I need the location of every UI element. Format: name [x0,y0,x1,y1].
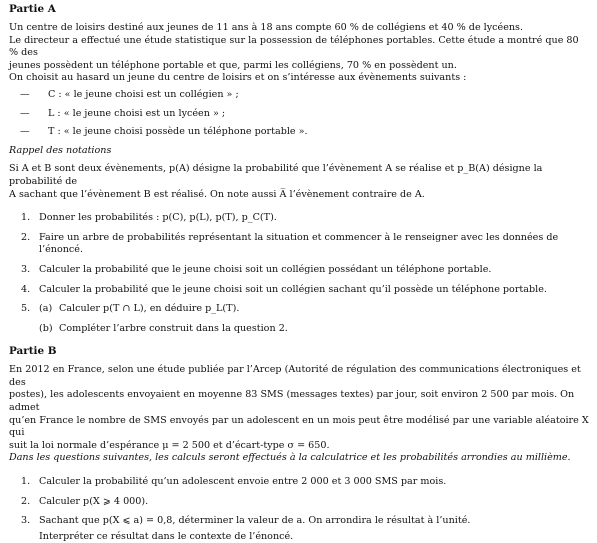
body-line: suit la loi normale d’espérance μ = 2 500 et d’écart-type σ = 650. [9,439,330,451]
question-item [21,232,589,257]
question-text: Calculer la probabilité qu’un adolescent envoie entre 2 000 et 3 000 SMS par mois. [39,476,447,488]
question-text: Sachant que p(X ⩽ a) = 0,8, déterminer la valeur de a. On arrondira le résultat à l’unité. [39,515,471,527]
question-item [21,212,589,225]
question-number: 4. [21,283,31,295]
question-number: 1. [21,476,31,488]
part-b-body [9,364,589,465]
question-text: Calculer la probabilité que le jeune choisi soit un collégien possédant un téléphone portable. [39,263,492,275]
body-line: En 2012 en France, selon une étude publiée par l’Arcep (Autorité de régulation des communications électroniques et des [9,364,581,388]
intro-line: On choisit au hasard un jeune du centre de loisirs et on s’intéresse aux évènements suivants : [9,72,467,84]
event-text: T : « le jeune choisi possède un téléphone portable ». [48,126,308,138]
question-item [21,284,589,297]
intro-line: jeunes possèdent un téléphone portable et que, parmi les collégiens, 70 % en possèdent un. [9,59,457,71]
part-b-title: Partie B [9,345,57,358]
question-item [21,496,589,509]
calculation-note: Dans les questions suivantes, les calculs seront effectués à la calculatrice et les probabilités arrondies au millième. [9,452,571,464]
notation-title: Rappel des notations [9,144,112,156]
part-a-questions [9,212,589,335]
question-number: 2. [21,495,31,507]
question-continuation: Interpréter ce résultat dans le contexte de l’énoncé. [39,530,294,542]
notation-line: A sachant que l’évènement B est réalisé. On note aussi A̅ l’évènement contraire de A. [9,188,425,200]
subquestion-text: Compléter l’arbre construit dans la question 2. [59,322,288,334]
body-line: postes), les adolescents envoyaient en moyenne 83 SMS (messages textes) par jour, soit environ 2 500 par mois. On admet [9,389,575,414]
question-number: 3. [21,263,31,275]
part-a-intro [9,22,589,85]
question-text: Calculer la probabilité que le jeune choisi soit un collégien sachant qu’il possède un téléphone portable. [39,283,547,295]
question-item [21,515,589,543]
question-number: 1. [21,212,31,224]
dash-mark: — [20,88,30,100]
dash-mark: — [20,107,30,119]
event-text: C : « le jeune choisi est un collégien » ; [48,88,239,100]
dash-mark: — [20,126,30,138]
question-item [21,476,589,489]
body-line: qu’en France le nombre de SMS envoyés par un adolescent en un mois peut être modélisé par une variable aléatoire X qui [9,414,589,439]
event-list [9,89,589,139]
intro-line: Le directeur a effectué une étude statistique sur la possession de téléphones portables. Cette étude a montré que 80 % des [9,34,579,59]
subquestion-text: Calculer p(T ∩ L), en déduire p_L(T). [59,303,240,315]
question-number: 2. [21,231,31,243]
question-number: 3. [21,515,31,527]
question-text: Donner les probabilités : p(C), p(L), p(T), p_C(T). [39,212,277,224]
event-item [20,108,589,121]
event-item [20,126,589,139]
part-b-questions [9,476,589,543]
part-a-title: Partie A [9,3,56,15]
question-text: Faire un arbre de probabilités représentant la situation et commencer à le renseigner avec les données de l’énoncé. [39,231,559,256]
question-number: 5. [21,303,31,315]
event-text: L : « le jeune choisi est un lycéen » ; [48,107,226,119]
intro-line: Un centre de loisirs destiné aux jeunes de 11 ans à 18 ans compte 60 % de collégiens et 40 % de lycéens. [9,22,524,33]
subquestion-mark: (b) [39,322,53,334]
subquestion-mark: (a) [39,303,53,315]
question-text: Calculer p(X ⩾ 4 000). [39,495,149,507]
notation-line: Si A et B sont deux évènements, p(A) désigne la probabilité que l’évènement A se réalise et p_B(A) désigne la probabilité de [9,163,543,187]
question-item [21,264,589,277]
question-item [21,303,589,335]
event-item [20,89,589,102]
